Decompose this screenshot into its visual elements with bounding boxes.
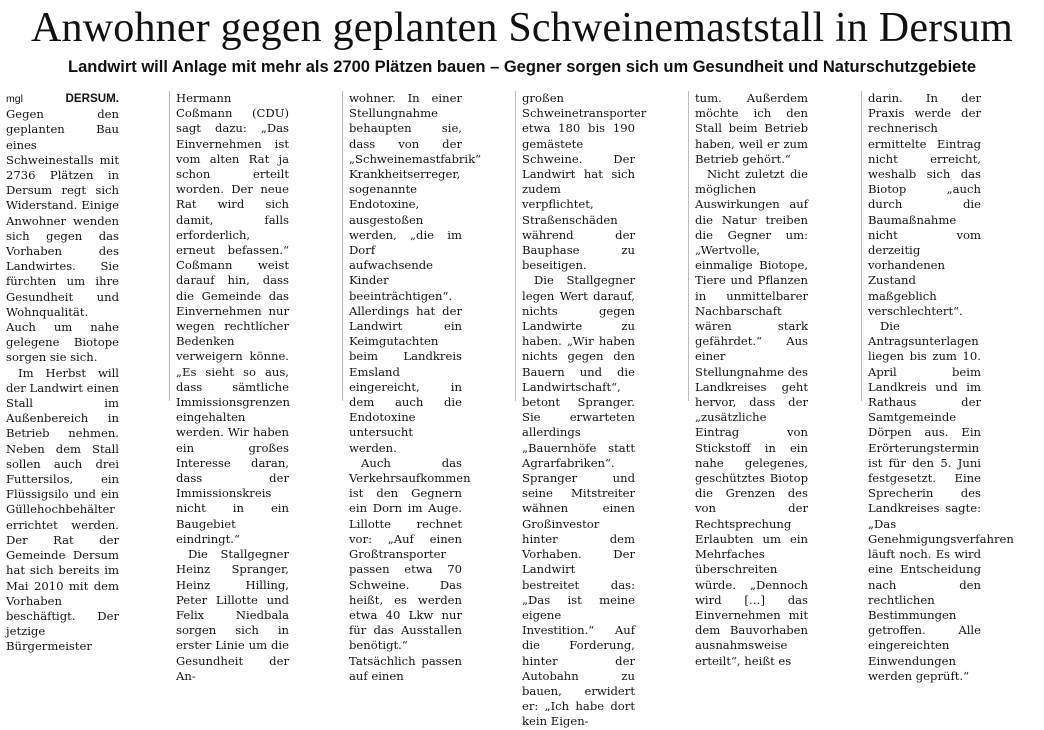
paragraph: Nicht zuletzt die möglichen Auswirkungen auf die Natur treiben die Gegner um: „Wertvolle, einmalige Biotope, Tiere und Pflanzen in unmittelbarer Nachbarschaft wären stark gefährdet.“ Aus einer Stellungnahme des Landkreises geht hervor, dass der „zusätzliche Eintrag von Stickstoff in ein nahe gelegenes, geschütztes Biotop die Grenzen des von der Rechtsprechung Erlaubten um ein Mehrfaches überschreiten würde. „Dennoch wird […] das Einvernehmen mit dem Bauvorhaben ausnahmsweise erteilt“, heißt es [695, 167, 808, 668]
paragraph: Im Herbst will der Landwirt einen Stall im Außenbereich in Betrieb nehmen. Neben dem Stall sollen auch drei Futtersilos, ein Flüssigsilo und ein Güllehochbehälter errichtet werden. Der Rat der Gemeinde Dersum hat sich bereits im Mai 2010 mit dem Vorhaben beschäftigt. Der jetzige Bürgermeister [6, 365, 119, 654]
article-column-4 [522, 91, 647, 729]
article-column-1 [6, 91, 119, 654]
column-divider [515, 91, 516, 401]
paragraph: Die Antragsunterlagen liegen bis zum 10. April beim Landkreis und im Rathaus der Samtgemeinde Dörpen aus. Ein Erörterungstermin ist für den 5. Juni festgesetzt. Eine Sprecherin des Landkreises sagte: „Das Genehmigungsverfahren läuft noch. Es wird eine Entscheidung nach den rechtlichen Bestimmungen getroffen. Alle eingereichten Einwendungen werden geprüft.“ [868, 319, 1014, 683]
author-initials: mgl [6, 93, 23, 105]
column-divider [169, 91, 170, 401]
paragraph: tum. Außerdem möchte ich den Stall beim Betrieb haben, weil er zum Betrieb gehört.“ [695, 91, 808, 166]
column-divider [688, 91, 689, 401]
paragraph: darin. In der Praxis werde der rechnerisch ermittelte Eintrag nicht erreicht, weshalb sich das Biotop „auch durch die Baumaßnahme nicht vom derzeitig vorhandenen Zustand maßgeblich verschlechtert“. [868, 91, 981, 318]
paragraph: Auch das Verkehrsaufkommen ist den Gegnern ein Dorn im Auge. Lillotte rechnet vor: „Auf einen Großtransporter passen etwa 70 Schweine. Das heißt, es werden etwa 40 Lkw nur für das Ausstallen benötigt.“ Tatsächlich passen auf einen [349, 455, 471, 683]
article-column-2 [176, 91, 291, 683]
article-column-6 [868, 91, 1014, 683]
dateline: DERSUM. [65, 92, 119, 105]
paragraph: Gegen den geplanten Bau eines Schweinestalls mit 2736 Plätzen in Dersum regt sich Widerstand. Einige Anwohner wenden sich gegen das Vorhaben des Landwirtes. Sie fürchten um ihre Gesundheit und Wohnqualität. Auch um nahe gelegene Biotope sorgen sie sich. [6, 107, 119, 365]
column-divider [861, 91, 862, 401]
paragraph: großen Schweinetransporter etwa 180 bis 190 gemästete Schweine. Der Landwirt hat sich zudem verpflichtet, Straßenschäden während der Bauphase zu beseitigen. [522, 91, 647, 273]
article-column-3 [349, 91, 482, 683]
article-column-5 [695, 91, 808, 668]
article-body [6, 91, 1040, 729]
column-divider [342, 91, 343, 401]
paragraph: Die Stallgegner legen Wert darauf, nichts gegen Landwirte zu haben. „Wir haben nichts gegen den Bauern und die Landwirtschaft“, betont Spranger. Sie erwarteten allerdings „Bauernhöfe statt Agrarfabriken“. Spranger und seine Mitstreiter wähnen einen Großinvestor hinter dem Vorhaben. Der Landwirt bestreitet das: „Das ist meine eigene Investition.“ Auf die Forderung, hinter der Autobahn zu bauen, erwidert er: „Ich habe dort kein Eigen- [522, 273, 635, 729]
headline: Anwohner gegen geplanten Schweinemaststall in Dersum [31, 5, 1013, 51]
subheadline: Landwirt will Anlage mit mehr als 2700 Plätzen bauen – Gegner sorgen sich um Gesundheit und Naturschutzgebiete [68, 58, 976, 76]
paragraph: wohner. In einer Stellungnahme behaupten sie, dass von der „Schweinemastfabrik“ Krankheitserreger, sogenannte Endotoxine, ausgestoßen werden, „die im Dorf aufwachsende Kinder beeinträchtigen“. Allerdings hat der Landwirt ein Keimgutachten beim Landkreis Emsland eingereicht, in dem auch die Endotoxine untersucht werden. [349, 91, 482, 455]
paragraph: Hermann Coßmann (CDU) sagt dazu: „Das Einvernehmen ist vom alten Rat ja schon erteilt worden. Der neue Rat wird sich damit, falls erforderlich, erneut befassen.“ Coßmann weist darauf hin, dass die Gemeinde das Einvernehmen nur wegen rechtlicher Bedenken verweigern könne. „Es sieht so aus, dass sämtliche Immissionsgrenzen eingehalten werden. Wir haben ein großes Interesse daran, dass der Immissionskreis nicht in ein Baugebiet eindringt.“ [176, 91, 291, 546]
paragraph: Die Stallgegner Heinz Spranger, Heinz Hilling, Peter Lillotte und Felix Niedbala sorgen sich in erster Linie um die Gesundheit der An- [176, 547, 289, 683]
